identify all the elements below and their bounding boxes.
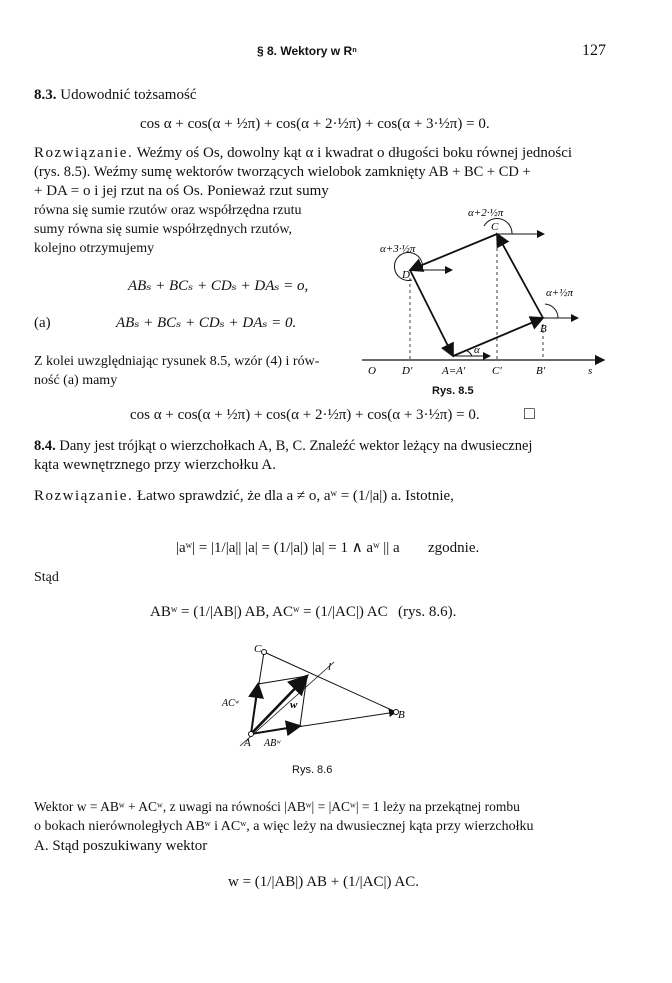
- eq-a-label: (a): [34, 315, 51, 331]
- vector-bc: [497, 234, 543, 318]
- problem-statement: Udowodnić tożsamość: [60, 87, 197, 103]
- closing-8-4-line-3: A. Stąd poszukiwany wektor: [34, 838, 208, 854]
- problem-8-4-line-1: [34, 437, 532, 456]
- label-c: C: [254, 643, 262, 655]
- closing-8-4-line-2: o bokach nierównoległych ABʷ i ACʷ, a więc leży na dwusiecznej kąta przy wierzchołku: [34, 819, 534, 834]
- solution-label: Rozwiązanie.: [34, 488, 134, 504]
- label-d: D: [402, 269, 410, 281]
- solution-line-4: równa się sumie rzutów oraz współrzędna rzutu: [34, 203, 302, 218]
- stad-label: Stąd: [34, 570, 59, 585]
- label-b-prime: B′: [536, 365, 546, 377]
- label-angle-b: α+½π: [546, 287, 573, 299]
- label-ac-w: ACʷ: [222, 698, 239, 709]
- norm-equation: |aʷ| = |1/|a|| |a| = (1/|a|) |a| = 1 ∧ aʷ || a: [176, 540, 400, 556]
- label-s: s: [588, 365, 593, 377]
- figure-8-5-caption: Rys. 8.5: [432, 385, 474, 397]
- solution-text: Łatwo sprawdzić, że dla a ≠ o, aʷ = (1/|a|) a. Istotnie,: [136, 488, 454, 504]
- running-header-title: § 8. Wektory w Rⁿ: [257, 44, 357, 58]
- solution-text: Weźmy oś Os, dowolny kąt α i kwadrat o długości boku równej jedności: [136, 145, 573, 161]
- identity-formula: cos α + cos(α + ½π) + cos(α + 2·½π) + cos(α + 3·½π) = 0.: [140, 116, 490, 132]
- point-a: [249, 732, 254, 737]
- solution-label: Rozwiązanie.: [34, 145, 134, 161]
- qed-symbol: □: [524, 403, 535, 423]
- label-angle-a: α: [474, 344, 480, 356]
- problem-8-4-line-2: kąta wewnętrznego przy wierzchołku A.: [34, 457, 276, 473]
- label-a: A: [244, 737, 251, 749]
- solution-line-1: [34, 144, 572, 163]
- closing-8-4-line-1: Wektor w = ABʷ + ACʷ, z uwagi na równości |ABʷ| = |ACʷ| = 1 leży na przekątnej rombu: [34, 799, 520, 814]
- angle-arc-b: [545, 304, 558, 318]
- label-angle-c: α+2·½π: [468, 207, 504, 219]
- eq-a: ABₛ + BCₛ + CDₛ + DAₛ = 0.: [116, 315, 297, 331]
- label-w: w: [290, 699, 298, 711]
- figure-8-6: [218, 640, 408, 752]
- problem-8-4-solution: [34, 487, 454, 506]
- label-c: C: [491, 221, 499, 233]
- vector-projection-eq: ABₛ + BCₛ + CDₛ + DAₛ = o,: [128, 278, 309, 294]
- vector-cd: [410, 234, 497, 270]
- page-number: 127: [582, 42, 606, 59]
- solution-line-5: sumy równa się sumie współrzędnych rzutów,: [34, 222, 293, 237]
- closing-line-2: ność (a) mamy: [34, 373, 118, 388]
- solution-line-3: + DA = o i jej rzut na oś Os. Ponieważ rzut sumy: [34, 183, 329, 199]
- label-a-prime: A=A′: [442, 365, 466, 377]
- solution-line-6: kolejno otrzymujemy: [34, 241, 155, 256]
- unit-vectors-equation: ABʷ = (1/|AB|) AB, ACʷ = (1/|AC|) AC: [150, 604, 388, 620]
- label-c-prime: C′: [492, 365, 502, 377]
- label-d-prime: D′: [402, 365, 413, 377]
- problem-number: 8.3.: [34, 87, 57, 103]
- figure-8-5: [360, 196, 622, 386]
- point-c: [262, 650, 267, 655]
- closing-line-1: Z kolei uwzględniając rysunek 8.5, wzór (4) i rów-: [34, 354, 320, 369]
- vector-da: [410, 270, 453, 356]
- figure-ref: (rys. 8.6).: [398, 604, 457, 620]
- label-angle-d: α+3·½π: [380, 243, 416, 255]
- label-l: l: [328, 661, 332, 673]
- problem-statement: Dany jest trójkąt o wierzchołkach A, B, C. Znaleźć wektor leżący na dwusiecznej: [59, 438, 533, 454]
- label-o: O: [368, 365, 376, 377]
- figure-8-6-caption: Rys. 8.6: [292, 764, 333, 776]
- solution-line-2: (rys. 8.5). Weźmy sumę wektorów tworzących wielobok zamknięty AB + BC + CD +: [34, 164, 531, 180]
- problem-number: 8.4.: [34, 438, 56, 454]
- angle-arc-a: [466, 350, 472, 356]
- label-b: B: [540, 323, 547, 335]
- label-ab-w: ABʷ: [264, 738, 281, 749]
- final-identity-8-3: cos α + cos(α + ½π) + cos(α + 2·½π) + cos(α + 3·½π) = 0.: [130, 407, 480, 423]
- final-vector-w: w = (1/|AB|) AB + (1/|AC|) AC.: [228, 874, 420, 890]
- label-b: B: [398, 709, 405, 721]
- norm-equation-tail: zgodnie.: [428, 540, 480, 556]
- problem-8-3-heading: [34, 86, 196, 105]
